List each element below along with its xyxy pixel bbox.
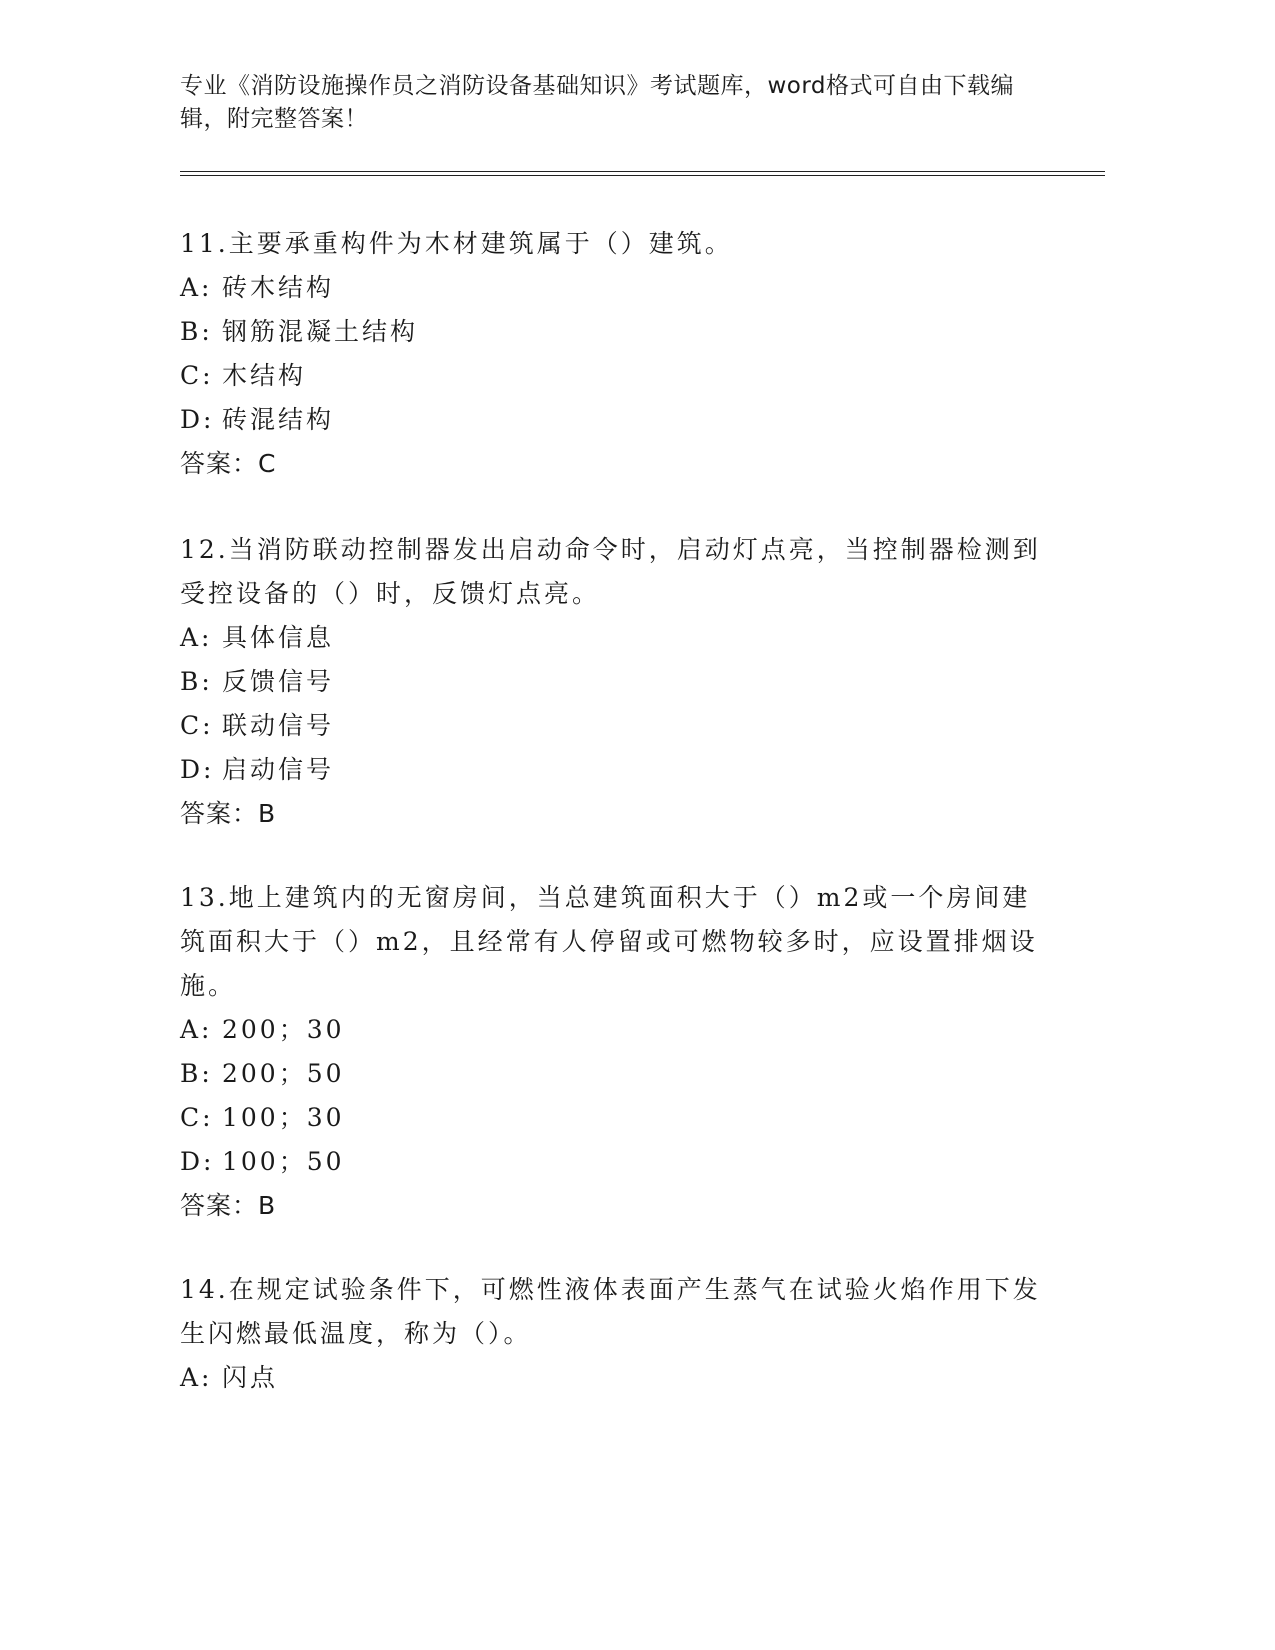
answer-line: 答案：B bbox=[180, 1191, 277, 1220]
option-key: B: bbox=[180, 667, 213, 696]
option-text: 具体信息 bbox=[222, 623, 335, 652]
option-b bbox=[180, 660, 1050, 704]
option-c bbox=[180, 1096, 1050, 1140]
option-key: D: bbox=[180, 1147, 215, 1176]
question-stem: 13.地上建筑内的无窗房间，当总建筑面积大于（）m2或一个房间建筑面积大于（）m2，且经常有人停留或可燃物较多时，应设置排烟设施。 bbox=[180, 883, 1038, 1000]
question-stem: 14.在规定试验条件下，可燃性液体表面产生蒸气在试验火焰作用下发生闪燃最低温度，称为（）。 bbox=[180, 1275, 1041, 1348]
option-text: 联动信号 bbox=[222, 711, 335, 740]
question-14 bbox=[180, 1268, 1050, 1400]
option-a bbox=[180, 1356, 1050, 1400]
option-b bbox=[180, 310, 1050, 354]
question-stem: 11.主要承重构件为木材建筑属于（）建筑。 bbox=[180, 229, 733, 258]
option-key: C: bbox=[180, 1103, 214, 1132]
option-c bbox=[180, 704, 1050, 748]
question-13 bbox=[180, 876, 1050, 1228]
option-d bbox=[180, 1140, 1050, 1184]
option-text: 钢筋混凝土结构 bbox=[222, 317, 419, 346]
option-key: B: bbox=[180, 1059, 213, 1088]
option-key: C: bbox=[180, 361, 214, 390]
option-key: A: bbox=[180, 623, 213, 652]
answer-line: 答案：B bbox=[180, 799, 277, 828]
document-header: 专业《消防设施操作员之消防设备基础知识》考试题库，word格式可自由下载编辑，附完整答案！ bbox=[180, 73, 1015, 132]
option-key: A: bbox=[180, 1015, 213, 1044]
question-stem: 12.当消防联动控制器发出启动命令时，启动灯点亮，当控制器检测到受控设备的（）时，反馈灯点亮。 bbox=[180, 535, 1041, 608]
option-text: 100；30 bbox=[222, 1103, 345, 1132]
option-key: B: bbox=[180, 317, 213, 346]
option-d bbox=[180, 748, 1050, 792]
header-divider-bottom bbox=[180, 175, 1105, 176]
answer-line: 答案：C bbox=[180, 449, 277, 478]
option-text: 闪点 bbox=[222, 1363, 279, 1392]
option-text: 木结构 bbox=[222, 361, 307, 390]
option-text: 200；30 bbox=[222, 1015, 345, 1044]
question-12 bbox=[180, 528, 1050, 836]
option-key: A: bbox=[180, 1363, 213, 1392]
header-divider-top bbox=[180, 171, 1105, 172]
option-text: 启动信号 bbox=[222, 755, 335, 784]
option-d bbox=[180, 398, 1050, 442]
option-b bbox=[180, 1052, 1050, 1096]
option-key: A: bbox=[180, 273, 213, 302]
option-a bbox=[180, 266, 1050, 310]
option-key: D: bbox=[180, 405, 215, 434]
option-text: 砖混结构 bbox=[222, 405, 335, 434]
option-key: C: bbox=[180, 711, 214, 740]
option-a bbox=[180, 1008, 1050, 1052]
option-text: 100；50 bbox=[222, 1147, 345, 1176]
option-a bbox=[180, 616, 1050, 660]
option-text: 200；50 bbox=[222, 1059, 345, 1088]
question-11 bbox=[180, 222, 1050, 486]
option-key: D: bbox=[180, 755, 215, 784]
option-text: 反馈信号 bbox=[222, 667, 335, 696]
option-c bbox=[180, 354, 1050, 398]
option-text: 砖木结构 bbox=[222, 273, 335, 302]
